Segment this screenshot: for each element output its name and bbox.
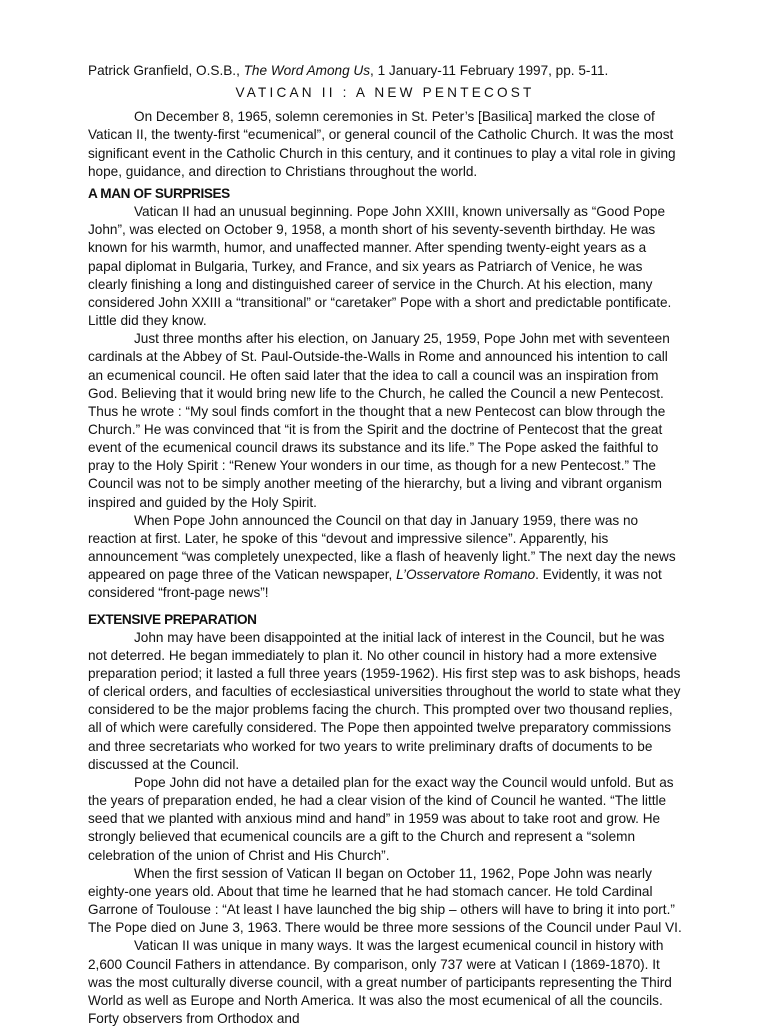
section-heading-extensive-preparation: EXTENSIVE PREPARATION <box>88 611 257 627</box>
paragraph-text: . Evidently, it was not considered “front-page news”! <box>88 567 662 601</box>
section2-paragraph-3: When the first session of Vatican II began on October 11, 1962, Pope John was nearly eighty-one years old. About that time he learned that he had stomach cancer. He told Cardinal Garrone of Toulouse : “At least I have launched the big ship – others will have to bring it into port.” The Pope died on June 3, 1963. There would be three more sessions of the Council under Paul VI. <box>88 865 682 936</box>
citation-publication: The Word Among Us <box>243 63 371 78</box>
section1-paragraph-2: Just three months after his election, on January 25, 1959, Pope John met with seventeen cardinals at the Abbey of St. Paul-Outside-the-Walls in Rome and announced his intention to call an ecumenical council. He often said later that the idea to call a council was an inspiration from God. Believing that it would bring new life to the Church, he called the Council a new Pentecost. Thus he wrote : “My soul finds comfort in the thought that a new Pentecost can blow through the Church.” He was convinced that “it is from the Spirit and the doctrine of Pentecost that the great event of the ecumenical council draws its substance and its life.” The Pope asked the faithful to pray to the Holy Spirit : “Renew Your wonders in our time, as though for a new Pentecost.” The Council was not to be simply another meeting of the hierarchy, but a living and vibrant organism inspired and guided by the Holy Spirit. <box>88 331 670 510</box>
section-heading-man-of-surprises: A MAN OF SURPRISES <box>88 185 230 201</box>
newspaper-title: L’Osservatore Romano <box>396 567 536 583</box>
citation-details: , 1 January-11 February 1997, pp. 5-11. <box>370 63 609 78</box>
paragraph-text: When Pope John announced the Council on that day in January 1959, there was no reaction at first. Later, he spoke of this “devout and impressive silence”. Apparently, his announcement “was completely unexpected, like a flash of heavenly light.” The next day the news appeared on page three of the Vatican newspaper, <box>88 512 676 583</box>
document-page <box>88 62 682 1028</box>
section2-paragraph-1: John may have been disappointed at the initial lack of interest in the Council, but he was not deterred. He began immediately to plan it. No other council in history had a more extensive preparation period; it lasted a full three years (1959-1962). His first step was to ask bishops, heads of clerical orders, and faculties of ecclesiastical universities throughout the world to state what they considered to be the major problems facing the church. This prompted over two thousand replies, all of which were carefully considered. The Pope then appointed twelve preparatory commissions and three secretariats who worked for two years to write preliminary drafts of documents to be discussed at the Council. <box>88 629 681 772</box>
citation <box>88 62 682 80</box>
citation-author: Patrick Granfield, O.S.B., <box>88 63 244 78</box>
intro-paragraph: On December 8, 1965, solemn ceremonies in St. Peter’s [Basilica] marked the close of Vatican II, the twenty-first “ecumenical”, or general council of the Catholic Church. It was the most significant event in the Catholic Church in this century, and it continues to play a vital role in giving hope, guidance, and direction to Christians throughout the world. <box>88 109 676 179</box>
section1-paragraph-3 <box>88 512 682 603</box>
section1-paragraph-1: Vatican II had an unusual beginning. Pope John XXIII, known universally as “Good Pope John”, was elected on October 9, 1958, a month short of his seventy-seventh birthday. He was known for his warmth, humor, and unaffected manner. After spending twenty-eight years as a papal diplomat in Bulgaria, Turkey, and France, and six years as Patriarch of Venice, he was clearly finishing a long and distinguished career of service in the Church. At his election, many considered John XXIII a “transitional” or “caretaker” Pope with a short and predictable pontificate. Little did they know. <box>88 204 672 329</box>
section2-paragraph-2: Pope John did not have a detailed plan for the exact way the Council would unfold. But as the years of preparation ended, he had a clear vision of the kind of Council he wanted. “The little seed that we planted with anxious mind and hand” in 1959 was about to take root and grow. He strongly believed that ecumenical councils are a gift to the Church and represent a “solemn celebration of the union of Christ and His Church”. <box>88 774 674 863</box>
section2-paragraph-4: Vatican II was unique in many ways. It was the largest ecumenical council in history with 2,600 Council Fathers in attendance. By comparison, only 737 were at Vatican I (1869-1870). It was the most culturally diverse council, with a great number of participants representing the Third World as well as Europe and North America. It was also the most ecumenical of all the councils. Forty observers from Orthodox and <box>88 938 672 1026</box>
document-title: VATICAN II : A NEW PENTECOST <box>235 85 535 101</box>
